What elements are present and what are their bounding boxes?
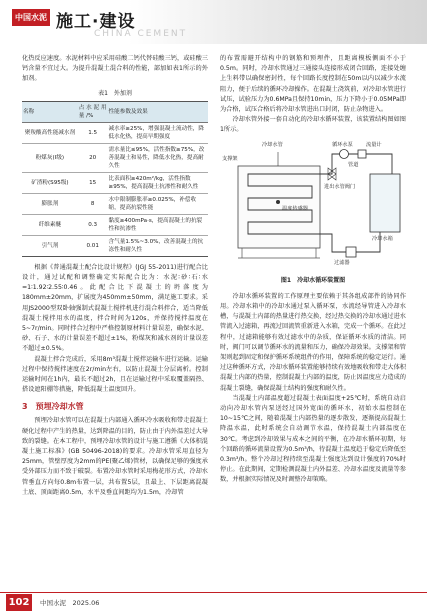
- table-cell: 需水量比≤95%，活性指数≥75%，改善混凝土和易性，降低水化热，提高耐久性: [108, 143, 208, 172]
- table-row: [22, 235, 208, 256]
- footer-rule: [0, 592, 427, 593]
- table-cell: 矿渣粉(S95级): [22, 172, 78, 193]
- table-cell: 纤维素醚: [22, 214, 78, 235]
- table-header-cell: 性能参数及效果: [108, 101, 208, 122]
- section-heading: 3 预埋冷却水管: [22, 402, 84, 412]
- journal-logo: 中国水泥: [12, 9, 50, 26]
- header-watermark: CHINA CEMENT: [94, 29, 188, 39]
- table-header-cell: 名称: [22, 101, 78, 122]
- paragraph: 冷却水管外接一套自动化的冷却水循环装置，该装置结构图如图1所示。: [220, 116, 406, 134]
- table-row: [22, 193, 208, 214]
- page-number: 102: [6, 594, 32, 611]
- paragraph: 的布置需避开结构中的钢筋和预埋件，且距离模板侧面不小于0.5m。同时，冷却水管通过三通接头连接形成闭合回路，连接处缠上生料带以确保密封性，每个回路长度控制在50m以内以减少水流阻力，便于后续的循环冷却操作。在混凝土浇筑前，对冷却水管进行试压，试验压力为0.6MPa且保持10min，压力下降小于0.05MPa即为合格，试压合格后将冷却水管进出口封闭，防止杂物进入。: [220, 55, 406, 114]
- table-row: [22, 214, 208, 235]
- section-title: 施工·建设: [56, 12, 136, 32]
- paragraph: 混凝土拌合完成后，采用8m³混凝土搅拌运输车进行运输。运输过程中保持搅拌速度在2r/min左右，以防止混凝土分层离析。控制运输时间在1h内，最长不超过2h，且在运输过程中采取覆盖隔热、搭设遮阳棚等措施，降低混凝土温度回升。: [22, 355, 208, 394]
- page-header: [0, 0, 427, 44]
- paragraph: 当混凝土内部温度超过混凝土表面温度+25℃时，系统自动启动向冷却水管内泵送经过国外宽面的循环水，初始水温控制在10~15℃之间，随着混凝土内部热量的逐步散发，逐渐提高混凝土降温水温，此时系统会自动调节水温，保持混凝土内部温度在30℃。考虑到冷却效果与成本之间的平衡，在冷却水循环初期，每个回路的循环流量设置为0.5m³/h，待混凝土温度趋于稳定后降低至0.3m³/h。整个冷却过程持续至混凝土强度达到设计强度的70%时停止。在此期间，定期检测混凝土内外温差、冷却水温度及流量等参数，并根据实际情况及时调整冷却策略。: [220, 394, 406, 484]
- table-cell: 0.01: [78, 235, 108, 256]
- table-cell: 比表面积≥420m²/kg，活性指数≥95%，提高混凝土抗渗性和耐久性: [108, 172, 208, 193]
- table-caption: 表1 外加剂: [98, 89, 132, 97]
- paragraph: 冷却水循环装置的工作原理主要依赖于其各组成部件的协同作用。冷却水箱中的冷却水通过泵入循环泵，水流经导管进入冷却水槽，与混凝土内部的热量进行热交换，经过热交换的冷却水通过进水管流入过滤箱，再流过回流管重新进入水箱，完成一个循环。在此过程中，过滤箱能够有效过滤水中的杂质，保证循环水质的清洁。同时，阀门可以调节循环水的流量和压力，确保冷却效果。支撑架和管架则起到固定和保护循环系统组件的作用，保障系统的稳定运行。通过这种循环方式，冷却水循环装置能够持续有效地吸收和带走大体积混凝土内部的热量，控制混凝土内部的温度，防止因温度应力造成的混凝土裂缝，确保混凝土结构的强度和耐久性。: [220, 292, 406, 392]
- table-cell: 水中限制膨胀率≥0.025%，补偿收缩，提高抗裂性能: [108, 193, 208, 214]
- paragraph: 化热反应速度。水泥材料中应采用硅酸二钙代替硅酸三钙，或硅酸三钙含量不宜过大。为提升混凝土混合料的性能，部加如表1所示的外加剂。: [22, 55, 208, 83]
- sensor-shape: [276, 200, 280, 204]
- table-header-cell: 占水泥用量 /%: [78, 101, 108, 122]
- label-meter: 流量计: [366, 141, 382, 148]
- table-cell: 1.5: [78, 122, 108, 143]
- filter-shape: [346, 247, 356, 257]
- table-cell: 0.3: [78, 214, 108, 235]
- diagram-drawing: [220, 140, 406, 274]
- paragraph: 根据《普通混凝土配合比设计规程》(JGJ 55-2011)进行配合比设计，通过试配和调整确定实际配合比为：水泥∶砂∶石∶水=1∶1.92∶2.55∶0.46。此配合比下混凝土的坍落度为180mm±20mm，扩展度为450mm±50mm，满足施工要求。采用JS2000型双卧轴强制式混凝土搅拌机进行混合料拌合，适当降低混凝土搅拌用水的温度，拌合时间为120s，并保持搅拌温度在5~7r/min。同时拌合过程中严格控制原材料计量误差，确保水泥、砂、石子、水的计量误差不超过±1%，粉煤灰和减水剂的计量误差不超过±0.5%。: [22, 263, 208, 353]
- additive-table: [22, 101, 208, 257]
- table-row: [22, 172, 208, 193]
- pump-shape: [340, 149, 349, 158]
- tank-shape: [370, 174, 400, 232]
- label-bracket: 支撑架: [222, 155, 238, 162]
- table-cell: 含气量1.5%~3.0%，改善混凝土的抗冻性和耐久性: [108, 235, 208, 256]
- table-cell: 减水率≥25%，增强混凝土流动性，降低水化热，提高早期强度: [108, 122, 208, 143]
- table-cell: 8: [78, 193, 108, 214]
- right-column: [220, 54, 406, 486]
- label-valve: 进出水管阀门: [324, 183, 356, 190]
- table-cell: 15: [78, 172, 108, 193]
- paragraph: 预埋冷却水管可以在混凝土内部通入循环冷水吸收和带走混凝土硬化过程中产生的热量，达到降温的目的，防止由于内外温差过大导致的裂缝。在本工程中，预埋冷却水管的设计与施工遵循《大体积混凝土施工标准》(GB 50496-2018)的要求。冷却水管采用直径为25mm，管壁厚度为2mm的PE(聚乙烯)管材，以确保足够的强度承受外部压力而不致于破裂。布置冷却水管时采用梅花形方式，冷却水管垂直方向每0.8m布置一层，共布置5层，且最上、下层距离混凝土底、顶面距离0.5m，水平及垂直间距均为1.5m，冷却管: [22, 417, 208, 496]
- table-cell: 引气剂: [22, 235, 78, 256]
- table-cell: 黏度≥400mPa·s，提高混凝土的抗裂性和抗渗性: [108, 214, 208, 235]
- table-cell: 膨胀剂: [22, 193, 78, 214]
- figure-caption: 图1 冷却水循环装置图: [280, 276, 346, 284]
- left-column: [22, 54, 208, 498]
- table-header-row: [22, 101, 208, 122]
- table-row: [22, 143, 208, 172]
- cooling-system-diagram: [220, 140, 406, 274]
- meter-shape: [358, 150, 366, 158]
- journal-issue: 中国水泥 2025.06: [40, 599, 100, 607]
- table-cell: 20: [78, 143, 108, 172]
- label-pump: 循环水泵: [332, 141, 353, 148]
- table-cell: 聚羧酸高性能减水剂: [22, 122, 78, 143]
- label-sensor: 温度传感器: [282, 205, 308, 212]
- label-cooling-pipe: 冷却水管: [262, 141, 283, 148]
- label-pipe: 管道: [348, 161, 359, 168]
- label-filter: 过滤器: [334, 259, 350, 266]
- table-cell: 粉煤灰(I级): [22, 143, 78, 172]
- label-tank: 冷却水箱: [372, 235, 393, 242]
- bracket-lines: [238, 248, 320, 258]
- table-row: [22, 122, 208, 143]
